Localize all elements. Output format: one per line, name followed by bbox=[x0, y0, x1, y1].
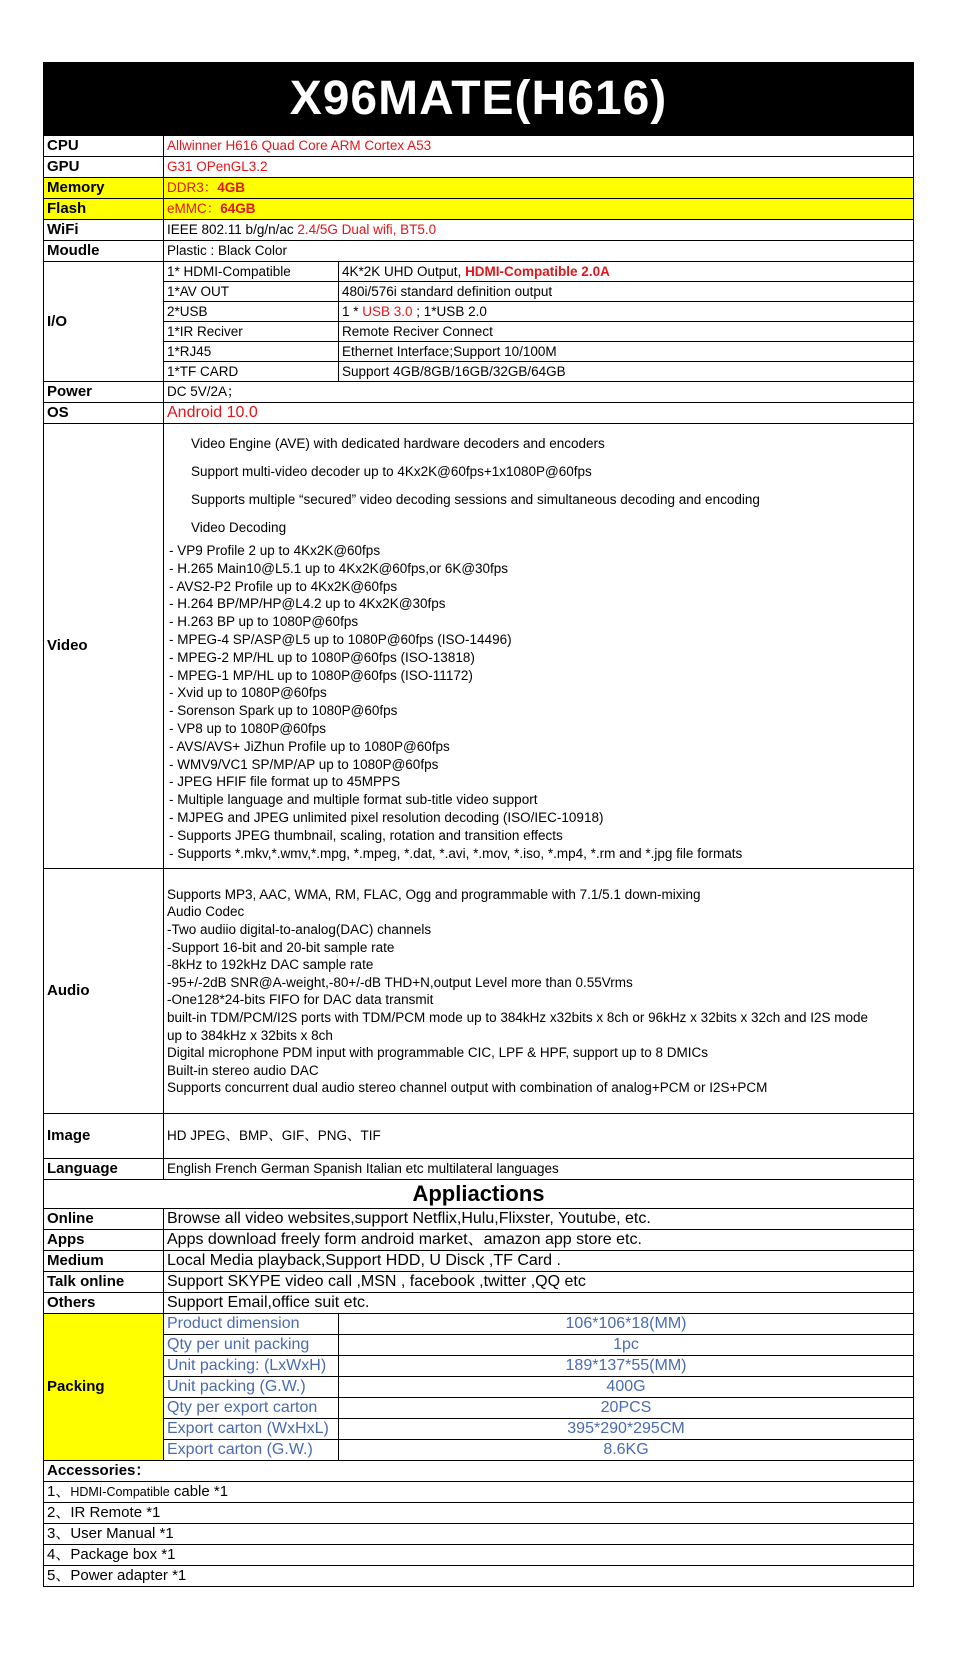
audio-line: -One128*24-bits FIFO for DAC data transmit bbox=[167, 992, 434, 1008]
applications-heading-row bbox=[44, 1180, 914, 1209]
io-row: 1*RJ45 Ethernet Interface;Support 10/100M bbox=[44, 342, 914, 362]
audio-line: Digital microphone PDM input with programmable CIC, LPF & HPF, support up to 8 DMICs bbox=[167, 1045, 708, 1061]
spec-row-cpu: CPU Allwinner H616 Quad Core ARM Cortex A53 bbox=[44, 136, 914, 157]
video-item: - MPEG-2 MP/HL up to 1080P@60fps (ISO-13818) bbox=[169, 649, 475, 665]
audio-line: up to 384kHz x 32bits x 8ch bbox=[167, 1027, 333, 1043]
packing-row: Packing Product dimension 106*106*18(MM) bbox=[44, 1314, 914, 1335]
spec-row-audio: Audio Supports MP3, AAC, WMA, RM, FLAC, Ogg and programmable with 7.1/5.1 down-mixing Audio Codec -Two audiio digital-to-analog(DAC) channels -Support 16-bit and 20-bit sample rate -8kHz to 192kHz DAC sample rate -95+/-2dB SNR@A-weight,-80+/-dB THD+N,output Level more than 0.55Vrms -One128*24-bits FIFO for DAC data transmit built-in TDM/PCM/I2S ports with TDM/PCM mode up to 384kHz x32bits x 8ch or 96kHz x 32bits x 32ch and I2S mode up to 384kHz x 32bits x 8ch Digital microphone PDM input with programmable CIC, LPF & HPF, support up to 8 DMICs Built-in stereo audio DAC Supports concurrent dual audio stereo channel output with combination of analog+PCM or I2S+PCM bbox=[44, 869, 914, 1114]
video-item: - Supports *.mkv,*.wmv,*.mpg, *.mpeg, *.dat, *.avi, *.mov, *.iso, *.mp4, *.rm and *.jpg file formats bbox=[169, 845, 743, 861]
video-item: - MPEG-1 MP/HL up to 1080P@60fps (ISO-11172) bbox=[169, 667, 473, 683]
video-item: - VP9 Profile 2 up to 4Kx2K@60fps bbox=[169, 543, 381, 558]
packing-row: Unit packing (G.W.) 400G bbox=[44, 1377, 914, 1398]
packing-row: Qty per unit packing 1pc bbox=[44, 1335, 914, 1356]
io-row: 1*TF CARD Support 4GB/8GB/16GB/32GB/64GB bbox=[44, 362, 914, 382]
app-row: Talk online Support SKYPE video call ,MSN , facebook ,twitter ,QQ etc bbox=[44, 1272, 914, 1293]
video-item: - Supports JPEG thumbnail, scaling, rotation and transition effects bbox=[169, 827, 563, 843]
video-item: - AVS2-P2 Profile up to 4Kx2K@60fps bbox=[169, 578, 398, 594]
io-row: 1*AV OUT 480i/576i standard definition output bbox=[44, 282, 914, 302]
video-intro-line: Video Decoding bbox=[191, 520, 287, 535]
video-intro-line: Video Engine (AVE) with dedicated hardware decoders and encoders bbox=[191, 436, 605, 451]
video-item: - Multiple language and multiple format sub-title video support bbox=[169, 792, 538, 808]
spec-row-flash: Flash eMMC：64GB bbox=[44, 199, 914, 220]
spec-row-moudle: Moudle Plastic : Black Color bbox=[44, 241, 914, 262]
accessory-item: 4、Package box *1 bbox=[44, 1545, 914, 1566]
video-item: - VP8 up to 1080P@60fps bbox=[169, 720, 327, 736]
audio-line: Supports concurrent dual audio stereo channel output with combination of analog+PCM or I2S+PCM bbox=[167, 1080, 768, 1096]
app-row: Medium Local Media playback,Support HDD, U Disck ,TF Card . bbox=[44, 1251, 914, 1272]
app-row: Apps Apps download freely form android market、amazon app store etc. bbox=[44, 1230, 914, 1251]
app-row: Others Support Email,office suit etc. bbox=[44, 1293, 914, 1314]
video-item: - JPEG HFIF file format up to 45MPPS bbox=[169, 774, 401, 790]
accessories-heading: Accessories： bbox=[44, 1461, 914, 1482]
packing-row: Export carton (WxHxL) 395*290*295CM bbox=[44, 1419, 914, 1440]
io-row: 1*IR Reciver Remote Reciver Connect bbox=[44, 322, 914, 342]
audio-line: Supports MP3, AAC, WMA, RM, FLAC, Ogg and programmable with 7.1/5.1 down-mixing bbox=[167, 886, 701, 902]
packing-row: Unit packing: (LxWxH) 189*137*55(MM) bbox=[44, 1356, 914, 1377]
video-item: - MJPEG and JPEG unlimited pixel resolution decoding (ISO/IEC-10918) bbox=[169, 809, 604, 825]
accessories-heading-row bbox=[44, 1461, 914, 1482]
audio-line: built-in TDM/PCM/I2S ports with TDM/PCM mode up to 384kHz x32bits x 8ch or 96kHz x 32bits x 32ch and I2S mode bbox=[167, 1009, 869, 1025]
spec-row-language: Language English French German Spanish Italian etc multilateral languages bbox=[44, 1159, 914, 1180]
packing-label: Packing bbox=[44, 1314, 164, 1461]
video-item: - H.265 Main10@L5.1 up to 4Kx2K@60fps,or 6K@30fps bbox=[169, 560, 509, 576]
video-item: - WMV9/VC1 SP/MP/AP up to 1080P@60fps bbox=[169, 756, 439, 772]
accessory-item: 3、User Manual *1 bbox=[44, 1524, 914, 1545]
spec-row-os: OS Android 10.0 bbox=[44, 403, 914, 424]
accessory-item: 2、IR Remote *1 bbox=[44, 1503, 914, 1524]
applications-heading: Appliactions bbox=[44, 1180, 914, 1209]
spec-row-video: Video Video Engine (AVE) with dedicated hardware decoders and encoders Support multi-video decoder up to 4Kx2K@60fps+1x1080P@60fps Supports multiple “secured” video decoding sessions and simultaneous decoding and encoding Video Decoding - VP9 Profile 2 up to 4Kx2K@60fps - H.265 Main10@L5.1 up to 4Kx2K@60fps,or 6K@30fps - AVS2-P2 Profile up to 4Kx2K@60fps - H.264 BP/MP/HP@L4.2 up to 4Kx2K@30fps - H.263 BP up to 1080P@60fps - MPEG-4 SP/ASP@L5 up to 1080P@60fps (ISO-14496) - MPEG-2 MP/HL up to 1080P@60fps (ISO-13818) - MPEG-1 MP/HL up to 1080P@60fps (ISO-11172) - Xvid up to 1080P@60fps - Sorenson Spark up to 1080P@60fps - VP8 up to 1080P@60fps - AVS/AVS+ JiZhun Profile up to 1080P@60fps - WMV9/VC1 SP/MP/AP up to 1080P@60fps - JPEG HFIF file format up to 45MPPS - Multiple language and multiple format sub-title video support - MJPEG and JPEG unlimited pixel resolution decoding (ISO/IEC-10918) - Supports JPEG thumbnail, scaling, rotation and transition effects - Supports *.mkv,*.wmv,*.mpg, *.mpeg, *.dat, *.avi, *.mov, *.iso, *.mp4, *.rm and *.jpg file formats bbox=[44, 424, 914, 869]
product-title: X96MATE(H616) bbox=[44, 63, 914, 136]
packing-row: Qty per export carton 20PCS bbox=[44, 1398, 914, 1419]
io-label: I/O bbox=[44, 262, 164, 382]
video-item: - H.264 BP/MP/HP@L4.2 up to 4Kx2K@30fps bbox=[169, 596, 446, 612]
audio-line: Audio Codec bbox=[167, 904, 245, 920]
spec-table bbox=[43, 62, 914, 1587]
video-item: - H.263 BP up to 1080P@60fps bbox=[169, 614, 359, 630]
video-item: - Xvid up to 1080P@60fps bbox=[169, 685, 327, 701]
io-row: 2*USB 1 * USB 3.0 ; 1*USB 2.0 bbox=[44, 302, 914, 322]
accessory-item: 1、HDMI-Compatible cable *1 bbox=[44, 1482, 914, 1503]
video-item: - MPEG-4 SP/ASP@L5 up to 1080P@60fps (ISO-14496) bbox=[169, 631, 512, 647]
app-row: Online Browse all video websites,support Netflix,Hulu,Flixster, Youtube, etc. bbox=[44, 1209, 914, 1230]
spec-row-image: Image HD JPEG、BMP、GIF、PNG、TIF bbox=[44, 1114, 914, 1159]
video-intro-line: Supports multiple “secured” video decoding sessions and simultaneous decoding and encoding bbox=[191, 492, 760, 507]
audio-line: -Support 16-bit and 20-bit sample rate bbox=[167, 939, 395, 955]
video-item: - AVS/AVS+ JiZhun Profile up to 1080P@60fps bbox=[169, 738, 450, 754]
audio-line: -8kHz to 192kHz DAC sample rate bbox=[167, 957, 374, 973]
video-item: - Sorenson Spark up to 1080P@60fps bbox=[169, 703, 398, 719]
spec-row-gpu: GPU G31 OPenGL3.2 bbox=[44, 157, 914, 178]
video-intro-line: Support multi-video decoder up to 4Kx2K@60fps+1x1080P@60fps bbox=[191, 464, 592, 479]
audio-line: -95+/-2dB SNR@A-weight,-80+/-dB THD+N,output Level more than 0.55Vrms bbox=[167, 974, 633, 990]
spec-sheet bbox=[43, 62, 914, 1587]
packing-row: Export carton (G.W.) 8.6KG bbox=[44, 1440, 914, 1461]
io-row: I/O 1* HDMI-Compatible 4K*2K UHD Output, HDMI-Compatible 2.0A bbox=[44, 262, 914, 282]
audio-line: Built-in stereo audio DAC bbox=[167, 1062, 319, 1078]
spec-row-memory: Memory DDR3：4GB bbox=[44, 178, 914, 199]
audio-line: -Two audiio digital-to-analog(DAC) channels bbox=[167, 921, 432, 937]
accessory-item: 5、Power adapter *1 bbox=[44, 1566, 914, 1587]
spec-row-wifi: WiFi IEEE 802.11 b/g/n/ac 2.4/5G Dual wifi, BT5.0 bbox=[44, 220, 914, 241]
spec-row-power: Power DC 5V/2A； bbox=[44, 382, 914, 403]
